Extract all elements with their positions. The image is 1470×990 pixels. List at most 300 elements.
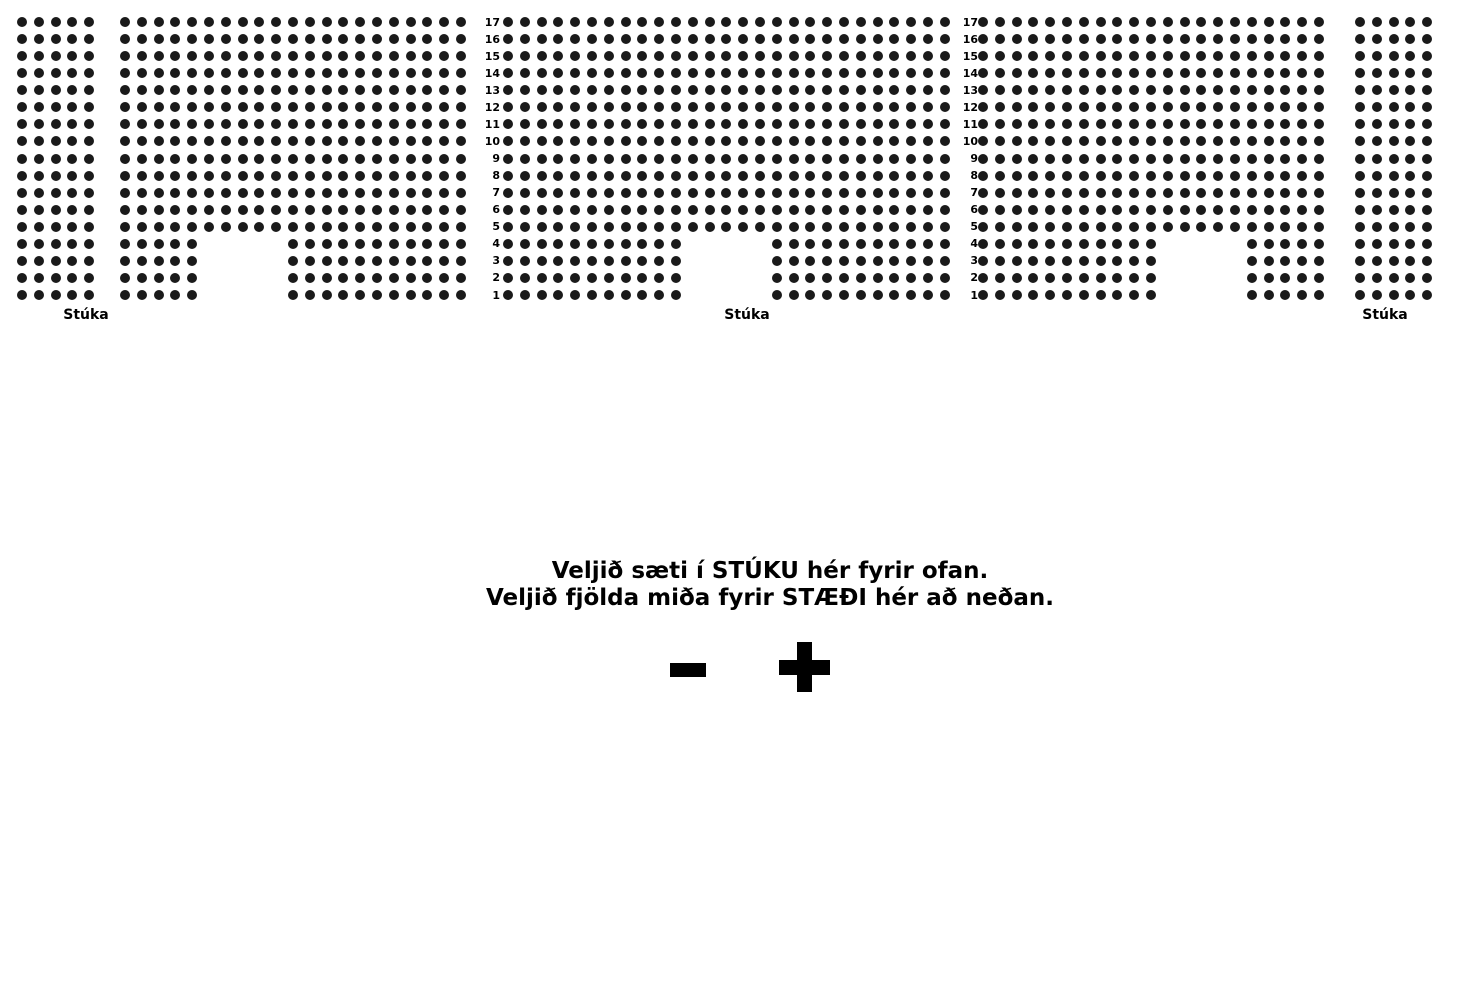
seat-dot[interactable] bbox=[978, 256, 988, 266]
seat-dot[interactable] bbox=[1372, 85, 1382, 95]
seat-dot[interactable] bbox=[305, 17, 315, 27]
seat-dot[interactable] bbox=[923, 273, 933, 283]
seat-dot[interactable] bbox=[422, 17, 432, 27]
seat-dot[interactable] bbox=[204, 68, 214, 78]
seat-dot[interactable] bbox=[187, 136, 197, 146]
seat-dot[interactable] bbox=[688, 102, 698, 112]
seat-dot[interactable] bbox=[1079, 102, 1089, 112]
seat-dot[interactable] bbox=[1264, 273, 1274, 283]
seat-dot[interactable] bbox=[805, 136, 815, 146]
seat-dot[interactable] bbox=[389, 290, 399, 300]
seat-dot[interactable] bbox=[1112, 136, 1122, 146]
seat-dot[interactable] bbox=[637, 290, 647, 300]
seat-dot[interactable] bbox=[422, 119, 432, 129]
seat-dot[interactable] bbox=[553, 51, 563, 61]
seat-dot[interactable] bbox=[1180, 34, 1190, 44]
seat-dot[interactable] bbox=[906, 68, 916, 78]
seat-dot[interactable] bbox=[906, 51, 916, 61]
seat-dot[interactable] bbox=[1163, 222, 1173, 232]
seat-dot[interactable] bbox=[1372, 51, 1382, 61]
seat-dot[interactable] bbox=[1180, 17, 1190, 27]
seat-dot[interactable] bbox=[1230, 205, 1240, 215]
seat-dot[interactable] bbox=[654, 68, 664, 78]
seat-dot[interactable] bbox=[238, 34, 248, 44]
seat-dot[interactable] bbox=[1422, 102, 1432, 112]
seat-dot[interactable] bbox=[805, 68, 815, 78]
seat-dot[interactable] bbox=[654, 256, 664, 266]
seat-dot[interactable] bbox=[422, 102, 432, 112]
seat-dot[interactable] bbox=[1372, 154, 1382, 164]
seat-dot[interactable] bbox=[1247, 273, 1257, 283]
seat-dot[interactable] bbox=[621, 34, 631, 44]
seat-dot[interactable] bbox=[1196, 68, 1206, 78]
seat-dot[interactable] bbox=[520, 136, 530, 146]
seat-dot[interactable] bbox=[1096, 188, 1106, 198]
seat-dot[interactable] bbox=[1062, 188, 1072, 198]
seat-dot[interactable] bbox=[721, 188, 731, 198]
seat-dot[interactable] bbox=[1297, 85, 1307, 95]
seat-dot[interactable] bbox=[338, 51, 348, 61]
seat-dot[interactable] bbox=[839, 154, 849, 164]
seat-dot[interactable] bbox=[906, 290, 916, 300]
seat-dot[interactable] bbox=[755, 154, 765, 164]
seat-dot[interactable] bbox=[923, 34, 933, 44]
seat-dot[interactable] bbox=[604, 290, 614, 300]
seat-dot[interactable] bbox=[1297, 222, 1307, 232]
seat-dot[interactable] bbox=[1280, 136, 1290, 146]
seat-dot[interactable] bbox=[238, 51, 248, 61]
decrease-quantity-button[interactable] bbox=[664, 657, 712, 683]
seat-dot[interactable] bbox=[120, 154, 130, 164]
seat-dot[interactable] bbox=[856, 239, 866, 249]
seat-dot[interactable] bbox=[1264, 68, 1274, 78]
seat-dot[interactable] bbox=[1079, 154, 1089, 164]
seat-dot[interactable] bbox=[17, 136, 27, 146]
seat-dot[interactable] bbox=[1230, 119, 1240, 129]
seat-dot[interactable] bbox=[1163, 188, 1173, 198]
seat-dot[interactable] bbox=[372, 102, 382, 112]
seat-dot[interactable] bbox=[137, 85, 147, 95]
seat-dot[interactable] bbox=[940, 188, 950, 198]
seat-dot[interactable] bbox=[456, 188, 466, 198]
seat-dot[interactable] bbox=[355, 34, 365, 44]
seat-dot[interactable] bbox=[1405, 51, 1415, 61]
seat-dot[interactable] bbox=[978, 273, 988, 283]
seat-dot[interactable] bbox=[51, 51, 61, 61]
seat-dot[interactable] bbox=[671, 256, 681, 266]
seat-dot[interactable] bbox=[1314, 102, 1324, 112]
seat-dot[interactable] bbox=[873, 256, 883, 266]
seat-dot[interactable] bbox=[456, 85, 466, 95]
seat-dot[interactable] bbox=[254, 85, 264, 95]
seat-dot[interactable] bbox=[1096, 17, 1106, 27]
seat-dot[interactable] bbox=[805, 154, 815, 164]
seat-dot[interactable] bbox=[84, 17, 94, 27]
seat-dot[interactable] bbox=[1028, 34, 1038, 44]
seat-dot[interactable] bbox=[772, 205, 782, 215]
seat-dot[interactable] bbox=[238, 136, 248, 146]
seat-dot[interactable] bbox=[1129, 222, 1139, 232]
seat-dot[interactable] bbox=[604, 188, 614, 198]
seat-dot[interactable] bbox=[503, 256, 513, 266]
seat-dot[interactable] bbox=[503, 51, 513, 61]
seat-dot[interactable] bbox=[406, 85, 416, 95]
seat-dot[interactable] bbox=[995, 34, 1005, 44]
seat-dot[interactable] bbox=[355, 222, 365, 232]
seat-dot[interactable] bbox=[17, 17, 27, 27]
seat-dot[interactable] bbox=[570, 171, 580, 181]
seat-dot[interactable] bbox=[755, 171, 765, 181]
seat-dot[interactable] bbox=[570, 51, 580, 61]
seat-dot[interactable] bbox=[1389, 68, 1399, 78]
seat-dot[interactable] bbox=[1180, 102, 1190, 112]
seat-dot[interactable] bbox=[51, 273, 61, 283]
seat-dot[interactable] bbox=[1096, 68, 1106, 78]
seat-dot[interactable] bbox=[1045, 17, 1055, 27]
seat-dot[interactable] bbox=[1280, 290, 1290, 300]
seat-dot[interactable] bbox=[120, 136, 130, 146]
seat-dot[interactable] bbox=[84, 85, 94, 95]
seat-dot[interactable] bbox=[288, 171, 298, 181]
seat-dot[interactable] bbox=[1012, 239, 1022, 249]
seat-dot[interactable] bbox=[537, 239, 547, 249]
seat-dot[interactable] bbox=[637, 188, 647, 198]
seat-dot[interactable] bbox=[17, 205, 27, 215]
seat-dot[interactable] bbox=[789, 85, 799, 95]
seat-dot[interactable] bbox=[873, 68, 883, 78]
seat-dot[interactable] bbox=[406, 34, 416, 44]
seat-dot[interactable] bbox=[1045, 136, 1055, 146]
seat-dot[interactable] bbox=[738, 222, 748, 232]
seat-dot[interactable] bbox=[537, 17, 547, 27]
seat-dot[interactable] bbox=[406, 273, 416, 283]
seat-dot[interactable] bbox=[439, 239, 449, 249]
seat-dot[interactable] bbox=[1355, 119, 1365, 129]
seat-dot[interactable] bbox=[553, 188, 563, 198]
seat-dot[interactable] bbox=[553, 290, 563, 300]
seat-dot[interactable] bbox=[738, 17, 748, 27]
seat-dot[interactable] bbox=[1129, 171, 1139, 181]
seat-dot[interactable] bbox=[389, 205, 399, 215]
seat-dot[interactable] bbox=[553, 205, 563, 215]
seat-dot[interactable] bbox=[822, 222, 832, 232]
seat-dot[interactable] bbox=[503, 102, 513, 112]
seat-dot[interactable] bbox=[1389, 136, 1399, 146]
seat-dot[interactable] bbox=[789, 17, 799, 27]
seat-dot[interactable] bbox=[422, 51, 432, 61]
seat-dot[interactable] bbox=[1180, 51, 1190, 61]
seat-dot[interactable] bbox=[856, 154, 866, 164]
seat-dot[interactable] bbox=[1389, 171, 1399, 181]
seat-dot[interactable] bbox=[1247, 205, 1257, 215]
seat-dot[interactable] bbox=[1297, 68, 1307, 78]
seat-dot[interactable] bbox=[187, 68, 197, 78]
seat-dot[interactable] bbox=[1180, 171, 1190, 181]
seat-dot[interactable] bbox=[721, 51, 731, 61]
seat-dot[interactable] bbox=[422, 171, 432, 181]
seat-dot[interactable] bbox=[1314, 171, 1324, 181]
seat-dot[interactable] bbox=[406, 68, 416, 78]
seat-dot[interactable] bbox=[1129, 256, 1139, 266]
seat-dot[interactable] bbox=[923, 154, 933, 164]
seat-dot[interactable] bbox=[170, 273, 180, 283]
seat-dot[interactable] bbox=[906, 102, 916, 112]
seat-dot[interactable] bbox=[587, 154, 597, 164]
seat-dot[interactable] bbox=[637, 239, 647, 249]
seat-dot[interactable] bbox=[738, 102, 748, 112]
seat-dot[interactable] bbox=[889, 256, 899, 266]
seat-dot[interactable] bbox=[856, 17, 866, 27]
seat-dot[interactable] bbox=[456, 273, 466, 283]
seat-dot[interactable] bbox=[1012, 171, 1022, 181]
seat-dot[interactable] bbox=[805, 273, 815, 283]
seat-dot[interactable] bbox=[537, 273, 547, 283]
seat-dot[interactable] bbox=[1297, 239, 1307, 249]
seat-dot[interactable] bbox=[688, 188, 698, 198]
seat-dot[interactable] bbox=[288, 290, 298, 300]
seat-dot[interactable] bbox=[120, 119, 130, 129]
seat-dot[interactable] bbox=[1405, 154, 1415, 164]
seat-dot[interactable] bbox=[1389, 256, 1399, 266]
seat-dot[interactable] bbox=[305, 85, 315, 95]
seat-dot[interactable] bbox=[372, 68, 382, 78]
seat-dot[interactable] bbox=[537, 188, 547, 198]
seat-dot[interactable] bbox=[738, 34, 748, 44]
seat-dot[interactable] bbox=[721, 136, 731, 146]
seat-dot[interactable] bbox=[940, 34, 950, 44]
seat-dot[interactable] bbox=[372, 239, 382, 249]
seat-dot[interactable] bbox=[1247, 154, 1257, 164]
seat-dot[interactable] bbox=[1372, 17, 1382, 27]
seat-dot[interactable] bbox=[805, 34, 815, 44]
seat-dot[interactable] bbox=[288, 136, 298, 146]
seat-dot[interactable] bbox=[120, 68, 130, 78]
seat-dot[interactable] bbox=[1112, 102, 1122, 112]
seat-dot[interactable] bbox=[84, 136, 94, 146]
seat-dot[interactable] bbox=[1372, 171, 1382, 181]
seat-dot[interactable] bbox=[995, 85, 1005, 95]
seat-dot[interactable] bbox=[254, 102, 264, 112]
seat-dot[interactable] bbox=[271, 17, 281, 27]
seat-dot[interactable] bbox=[389, 17, 399, 27]
seat-dot[interactable] bbox=[1180, 136, 1190, 146]
seat-dot[interactable] bbox=[520, 273, 530, 283]
seat-dot[interactable] bbox=[654, 188, 664, 198]
seat-dot[interactable] bbox=[721, 17, 731, 27]
seat-dot[interactable] bbox=[604, 171, 614, 181]
seat-dot[interactable] bbox=[1213, 136, 1223, 146]
seat-dot[interactable] bbox=[322, 239, 332, 249]
seat-dot[interactable] bbox=[254, 136, 264, 146]
seat-dot[interactable] bbox=[839, 222, 849, 232]
seat-dot[interactable] bbox=[1012, 119, 1022, 129]
seat-dot[interactable] bbox=[422, 154, 432, 164]
seat-dot[interactable] bbox=[1297, 290, 1307, 300]
seat-dot[interactable] bbox=[422, 34, 432, 44]
seat-dot[interactable] bbox=[995, 239, 1005, 249]
seat-dot[interactable] bbox=[1247, 256, 1257, 266]
seat-dot[interactable] bbox=[1264, 222, 1274, 232]
seat-dot[interactable] bbox=[338, 188, 348, 198]
seat-dot[interactable] bbox=[1355, 290, 1365, 300]
seat-dot[interactable] bbox=[120, 239, 130, 249]
seat-dot[interactable] bbox=[1405, 256, 1415, 266]
seat-dot[interactable] bbox=[439, 136, 449, 146]
seat-dot[interactable] bbox=[755, 222, 765, 232]
seat-dot[interactable] bbox=[1196, 34, 1206, 44]
seat-dot[interactable] bbox=[34, 154, 44, 164]
seat-dot[interactable] bbox=[738, 171, 748, 181]
seat-dot[interactable] bbox=[570, 17, 580, 27]
seat-dot[interactable] bbox=[422, 136, 432, 146]
seat-dot[interactable] bbox=[67, 68, 77, 78]
seat-dot[interactable] bbox=[839, 34, 849, 44]
seat-dot[interactable] bbox=[978, 136, 988, 146]
seat-dot[interactable] bbox=[322, 205, 332, 215]
seat-dot[interactable] bbox=[1405, 273, 1415, 283]
seat-dot[interactable] bbox=[1196, 171, 1206, 181]
seat-dot[interactable] bbox=[67, 256, 77, 266]
seat-dot[interactable] bbox=[940, 205, 950, 215]
seat-dot[interactable] bbox=[372, 51, 382, 61]
seat-dot[interactable] bbox=[1112, 222, 1122, 232]
seat-dot[interactable] bbox=[17, 68, 27, 78]
seat-dot[interactable] bbox=[137, 290, 147, 300]
seat-dot[interactable] bbox=[940, 256, 950, 266]
seat-dot[interactable] bbox=[84, 119, 94, 129]
seat-dot[interactable] bbox=[439, 154, 449, 164]
seat-dot[interactable] bbox=[1264, 85, 1274, 95]
seat-dot[interactable] bbox=[322, 68, 332, 78]
seat-dot[interactable] bbox=[789, 68, 799, 78]
seat-dot[interactable] bbox=[520, 51, 530, 61]
seat-dot[interactable] bbox=[305, 34, 315, 44]
seat-dot[interactable] bbox=[1012, 256, 1022, 266]
seat-dot[interactable] bbox=[1405, 85, 1415, 95]
seat-dot[interactable] bbox=[906, 154, 916, 164]
seat-dot[interactable] bbox=[1422, 256, 1432, 266]
seat-dot[interactable] bbox=[1372, 222, 1382, 232]
seat-dot[interactable] bbox=[1146, 171, 1156, 181]
seat-dot[interactable] bbox=[187, 119, 197, 129]
seat-dot[interactable] bbox=[1372, 290, 1382, 300]
seat-dot[interactable] bbox=[187, 290, 197, 300]
seat-dot[interactable] bbox=[187, 51, 197, 61]
seat-dot[interactable] bbox=[1247, 171, 1257, 181]
seat-dot[interactable] bbox=[1422, 68, 1432, 78]
seat-dot[interactable] bbox=[604, 51, 614, 61]
seat-dot[interactable] bbox=[288, 51, 298, 61]
seat-dot[interactable] bbox=[772, 273, 782, 283]
seat-dot[interactable] bbox=[1096, 34, 1106, 44]
seat-dot[interactable] bbox=[1213, 85, 1223, 95]
seat-dot[interactable] bbox=[1062, 290, 1072, 300]
seat-dot[interactable] bbox=[305, 273, 315, 283]
seat-dot[interactable] bbox=[1247, 290, 1257, 300]
seat-dot[interactable] bbox=[238, 222, 248, 232]
seat-dot[interactable] bbox=[839, 136, 849, 146]
seat-dot[interactable] bbox=[355, 239, 365, 249]
seat-dot[interactable] bbox=[120, 273, 130, 283]
seat-dot[interactable] bbox=[654, 290, 664, 300]
seat-dot[interactable] bbox=[305, 102, 315, 112]
seat-dot[interactable] bbox=[873, 17, 883, 27]
seat-dot[interactable] bbox=[120, 34, 130, 44]
seat-dot[interactable] bbox=[238, 171, 248, 181]
seat-dot[interactable] bbox=[822, 51, 832, 61]
seat-dot[interactable] bbox=[1028, 85, 1038, 95]
seat-dot[interactable] bbox=[654, 136, 664, 146]
seat-dot[interactable] bbox=[1314, 85, 1324, 95]
seat-dot[interactable] bbox=[51, 256, 61, 266]
seat-dot[interactable] bbox=[822, 256, 832, 266]
seat-dot[interactable] bbox=[338, 154, 348, 164]
seat-dot[interactable] bbox=[1096, 222, 1106, 232]
seat-dot[interactable] bbox=[1129, 136, 1139, 146]
seat-dot[interactable] bbox=[1297, 17, 1307, 27]
seat-dot[interactable] bbox=[978, 222, 988, 232]
seat-dot[interactable] bbox=[587, 256, 597, 266]
seat-dot[interactable] bbox=[51, 222, 61, 232]
seat-dot[interactable] bbox=[671, 17, 681, 27]
seat-dot[interactable] bbox=[978, 119, 988, 129]
seat-dot[interactable] bbox=[1280, 239, 1290, 249]
seat-dot[interactable] bbox=[1028, 119, 1038, 129]
seat-dot[interactable] bbox=[671, 102, 681, 112]
seat-dot[interactable] bbox=[1247, 119, 1257, 129]
seat-dot[interactable] bbox=[221, 68, 231, 78]
seat-dot[interactable] bbox=[1355, 256, 1365, 266]
seat-dot[interactable] bbox=[238, 119, 248, 129]
seat-dot[interactable] bbox=[137, 239, 147, 249]
seat-dot[interactable] bbox=[1297, 119, 1307, 129]
seat-dot[interactable] bbox=[637, 34, 647, 44]
seat-dot[interactable] bbox=[338, 85, 348, 95]
seat-dot[interactable] bbox=[839, 119, 849, 129]
seat-dot[interactable] bbox=[789, 34, 799, 44]
seat-dot[interactable] bbox=[1062, 222, 1072, 232]
seat-dot[interactable] bbox=[34, 51, 44, 61]
seat-dot[interactable] bbox=[439, 256, 449, 266]
seat-dot[interactable] bbox=[906, 222, 916, 232]
seat-dot[interactable] bbox=[355, 273, 365, 283]
seat-dot[interactable] bbox=[456, 17, 466, 27]
seat-dot[interactable] bbox=[1230, 171, 1240, 181]
seat-dot[interactable] bbox=[671, 239, 681, 249]
seat-dot[interactable] bbox=[705, 154, 715, 164]
seat-dot[interactable] bbox=[688, 119, 698, 129]
seat-dot[interactable] bbox=[553, 256, 563, 266]
seat-dot[interactable] bbox=[322, 256, 332, 266]
seat-dot[interactable] bbox=[1230, 17, 1240, 27]
seat-dot[interactable] bbox=[17, 239, 27, 249]
seat-dot[interactable] bbox=[705, 102, 715, 112]
seat-dot[interactable] bbox=[355, 102, 365, 112]
seat-dot[interactable] bbox=[503, 154, 513, 164]
seat-dot[interactable] bbox=[1230, 68, 1240, 78]
seat-dot[interactable] bbox=[856, 290, 866, 300]
seat-dot[interactable] bbox=[456, 34, 466, 44]
seat-dot[interactable] bbox=[688, 136, 698, 146]
seat-dot[interactable] bbox=[1389, 17, 1399, 27]
seat-dot[interactable] bbox=[1372, 239, 1382, 249]
seat-dot[interactable] bbox=[856, 256, 866, 266]
seat-dot[interactable] bbox=[789, 205, 799, 215]
seat-dot[interactable] bbox=[1213, 222, 1223, 232]
seat-dot[interactable] bbox=[906, 239, 916, 249]
seat-dot[interactable] bbox=[1264, 34, 1274, 44]
seat-dot[interactable] bbox=[1096, 239, 1106, 249]
